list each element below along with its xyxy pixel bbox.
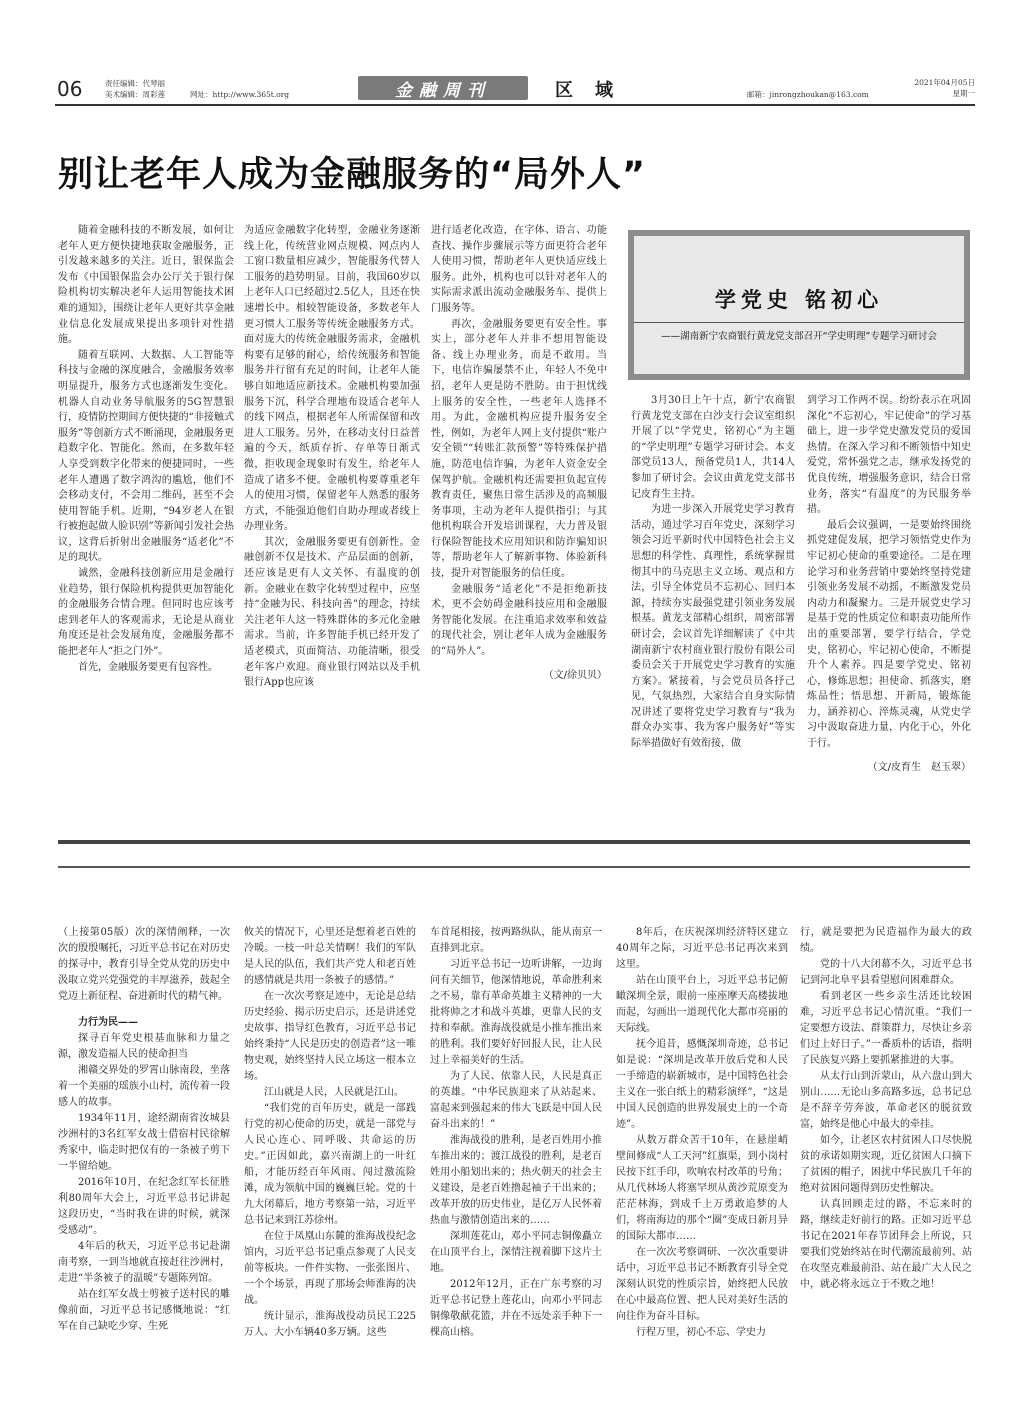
issue-date — [914, 77, 975, 99]
article3-column-5 — [800, 925, 972, 1293]
paragraph: 到学习工作两不误。纷纷表示在巩固深化“不忘初心，牢记使命”的学习基础上，进一步学党史激发党员的爱国热情。在深入学习和不断领悟中知史爱党，常怀强党之志，继承发扬党的优良传统，增强服务意识，结合日常业务，落实“有温度”的为民服务举措。 — [807, 395, 971, 516]
paragraph: 随着金融科技的不断发展，如何让老年人更方便快捷地获取金融服务，正引发越来越多的关注。近日，银保监会发布《中国银保监会办公厅关于银行保险机构切实解决老年人运用智能技术困难的通知》，围绕让老年人更好共享金融业信息化发展成果提出多项针对性措施。 — [58, 225, 234, 346]
paragraph: 为适应金融数字化转型，金融业务逐渐线上化，传统营业网点规模、网点内人工窗口数量相应减少，智能服务代替人工服务的趋势明显。目前，我国60岁以上老年人口已经超过2.5亿人，且还在快速增长中。相较智能设备，多数老年人更习惯人工服务等传统金融服务方式。面对庞大的传统金融服务需求，金融机构要有足够的耐心，给传统服务和智能服务并行留有充足的时间，让老年人能够自如地适应新技术。金融机构要加强服务下沉，科学合理地布设适合老年人的线下网点，根据老年人所需保留和改进人工服务。另外，在移动支付日益普遍的今天，纸质存折、存单等日渐式微，拒收现金现象时有发生，给老年人造成了诸多不便。金融机构要尊重老年人的使用习惯，保留老年人熟悉的服务方式，不能强迫他们自助办理或者线上办理业务。 — [244, 225, 420, 533]
article3-column-3 — [430, 925, 602, 1341]
paragraph: 金融服务“适老化”不是拒绝新技术，更不会妨碍金融科技应用和金融服务智能化发展。在注重追求效率和效益的现代社会，别让老年人成为金融服务的“局外人”。 — [431, 583, 607, 658]
feature-subtitle: ——湖南新宁农商银行黄龙党支部召开“学史明理”专题学习研讨会 — [661, 331, 937, 342]
website-line: 网址：http://www.365t.org — [190, 90, 290, 99]
section-divider — [58, 840, 970, 844]
paragraph: 抚今追昔，感慨深圳奇迹，总书记如是说：“深圳是改革开放后党和人民一手缔造的崭新城市，是中国特色社会主义在一张白纸上的精彩演绎”，“这是中国人民创造的世界发展史上的一个奇迹”。 — [616, 1039, 788, 1130]
paragraph: 诚然，金融科技创新应用是金融行业趋势，银行保险机构提供更加智能化的金融服务合情合理。但同时也应该考虑到老年人的客观需求，无论是从商业角度还是社会发展角度，金融服务都不能把老年人“拒之门外”。 — [58, 568, 234, 658]
paragraph: 站在红军女战士剪被子送村民的雕像前面，习近平总书记感慨地说：“红军在自己缺吃少穿、生死 — [58, 1289, 230, 1332]
article-byline: （文/皮育生 赵玉翠） — [867, 761, 971, 773]
paragraph: 江山就是人民，人民就是江山。 — [264, 1087, 404, 1098]
page-number: 06 — [57, 77, 83, 101]
paragraph: 其次，金融服务要更有创新性。金融创新不仅是技术、产品层面的创新，还应该是更有人文关怀、有温度的创新。金融业在数字化转型过程中，应坚持“金融为民、科技向善”的理念，持续关注老年人这一特殊群体的多元化金融需求。当前，许多智能手机已经开发了适老模式，页面简洁、功能清晰，很受老年客户欢迎。商业银行网站以及手机银行App也应该 — [244, 536, 420, 689]
feature-title-box — [628, 230, 970, 380]
paragraph: 探寻百年党史根基血脉和力量之源，激发造福人民的使命担当 — [58, 1033, 230, 1060]
page-header — [55, 74, 975, 104]
feature-title: 学党史 铭初心 — [714, 288, 884, 312]
paragraph: 1934年11月，途经湖南省汝城县沙洲村的3名红军女战士借宿村民徐解秀家中，临走时把仅有的一条被子剪下一半留给她。 — [58, 1113, 230, 1172]
paragraph: 站在山顶平台上，习近平总书记俯瞰深圳全景，眼前一座座摩天高楼拔地而起，勾画出一道现代化大都市亮丽的天际线。 — [616, 975, 788, 1034]
section-name: 区域 — [555, 80, 635, 101]
header-divider — [55, 104, 975, 106]
article3-column-2 — [244, 925, 416, 1341]
article1-column-2 — [244, 223, 420, 691]
article2-column-1 — [631, 393, 795, 752]
paragraph: 在位于凤凰山东麓的淮海战役纪念馆内，习近平总书记重点参观了人民支前等板块。一件件实物、一张张图片、一个个场景，再现了那场会师淮海的决战。 — [244, 1231, 416, 1306]
paragraph: 认真回顾走过的路，不忘来时的路，继续走好前行的路。正如习近平总书记在2021年春节团拜会上所说，只要我们党始终站在时代潮流最前列、站在攻坚克难最前沿、站在最广大人民之中，就必将永远立于不败之地！ — [800, 1199, 972, 1290]
feature-divider — [634, 322, 964, 323]
paragraph: 党的十八大闭幕不久，习近平总书记到河北阜平县看望慰问困难群众。 — [800, 959, 972, 986]
paragraph: 8年后，在庆祝深圳经济特区建立40周年之际，习近平总书记再次来到这里。 — [616, 927, 788, 970]
brand-banner — [358, 76, 528, 100]
paragraph: 行程万里，初心不忘、学史力 — [636, 1327, 766, 1338]
editor-credits — [105, 78, 165, 100]
paragraph: 首先，金融服务要更有包容性。 — [78, 661, 218, 673]
paragraph: 习近平总书记一边听讲解，一边询问有关细节，他深情地说，革命胜利来之不易，靠有革命英雄主义精神的一大批将帅之才和战斗英雄，更靠人民的支持和奉献。淮海战役就是小推车推出来的胜利。我们要好好回报人民，让人民过上幸福美好的生活。 — [430, 959, 602, 1066]
article-headline: 别让老年人成为金融服务的“局外人” — [58, 155, 647, 195]
section-divider-thin — [58, 866, 970, 868]
paragraph: 为进一步深入开展党史学习教育活动，通过学习百年党史，深刻学习领会习近平新时代中国特色社会主义思想的科学性、真理性，系统掌握贯彻其中的马克思主义立场、观点和方法，引导全体党员不忘初心、回归本源，持续夯实最强党建引领业务发展根基。黄龙支部精心组织，周密部署研讨会，会议首先详细解读了《中共湖南新宁农村商业银行股份有限公司委员会关于开展党史学习教育的实施方案》。紧接着，与会党员员各抒己见，气氛热烈，大家结合自身实际情况讲述了要将党史学习教育与“我为群众办实事、我为客户服务好”等实际举措做好有效衔接，做 — [631, 504, 795, 750]
paragraph: “我们党的百年历史，就是一部践行党的初心使命的历史，就是一部党与人民心连心、同呼吸、共命运的历史。”正因如此，嘉兴南湖上的一叶红船，才能历经百年风雨、闯过激流险滩，成为领航中国的巍巍巨轮。党的十九大闭幕后，地方考察第一站，习近平总书记来到江苏徐州。 — [244, 1103, 416, 1226]
article-byline: （文/徐贝贝） — [543, 669, 607, 681]
paragraph: 如今，让老区农村贫困人口尽快脱贫的承诺如期实现，近亿贫困人口摘下了贫困的帽子，困扰中华民族几千年的绝对贫困问题得到历史性解决。 — [800, 1135, 972, 1194]
paragraph: 再次，金融服务要更有安全性。事实上，部分老年人并非不想用智能设备、线上办理业务，而是不敢用。当下，电信诈骗屡禁不止，年轻人不免中招，老年人更是防不胜防。由于担忧线上服务的安全性，一些老年人选择不用。为此，金融机构应提升服务安全性，例如，为老年人网上支付提供“账户安全锁”“转账汇款预警”等特殊保护措施，防范电信诈骗，为老年人资金安全保驾护航。金融机构还需要担负起宣传教育责任，聚焦日常生活涉及的高频服务事项，主动为老年人提供指引；与其他机构联合开发培训课程，大力普及银行保险智能技术应用知识和防诈骗知识等，帮助老年人了解新事物、体验新科技，提升对智能服务的信任度。 — [431, 318, 607, 580]
paragraph: 为了人民、依靠人民，人民是真正的英雄。“中华民族迎来了从站起来、富起来到强起来的伟大飞跃是中国人民奋斗出来的！” — [430, 1071, 602, 1130]
brand-name: 金融周刊 — [395, 80, 491, 101]
paragraph: 从太行山到沂蒙山，从六盘山到大别山……无论山多高路多远，总书记总是不辞辛劳奔波，革命老区的脱贫致富，始终是他心中最大的牵挂。 — [800, 1071, 972, 1130]
article-subhead: 力行为民—— — [78, 1017, 138, 1028]
paragraph: 在一次次考察调研、一次次重要讲话中，习近平总书记不断教育引导全党深刻认识党的性质宗旨，始终把人民放在心中最高位置、把人民对美好生活的向往作为奋斗目标。 — [616, 1247, 788, 1322]
paragraph: 淮海战役的胜利，是老百姓用小推车推出来的；渡江战役的胜利，是老百姓用小船划出来的；热火朝天的社会主义建设，是老百姓撸起袖子干出来的；改革开放的历史伟业，是亿万人民怀着热血与激情创造出来的…… — [430, 1135, 602, 1226]
paragraph: 随着互联网、大数据、人工智能等科技与金融的深度融合，金融服务效率明显提升，服务方式也逐渐发生变化。机器人自动业务导航服务的5G智慧银行，疫情防控期间方便快捷的“非接触式服务”等创新方式不断涌现，金融服务更趋数字化、智能化。然而，在多数年轻人享受到数字化带来的便捷同时，一些老年人遭遇了数字鸿沟的尴尬，他们不会移动支付，不会用二维码，甚至不会使用智能手机。近期，“94岁老人在银行被抱起做人脸识别”等新闻引发社会热议，这背后折射出金融服务“适老化”不足的现状。 — [58, 349, 234, 564]
art-editor-line: 美术编辑：周彩莲 — [105, 90, 165, 99]
article1-column-3 — [431, 223, 607, 683]
editor-line: 责任编辑：代琴丽 — [105, 79, 165, 88]
paragraph: 湘赣交界处的罗霄山脉南段，坐落着一个美丽的瑶族小山村，流传着一段感人的故事。 — [58, 1065, 230, 1108]
paragraph: 统计显示，淮海战役动员民工225万人、大小车辆40多万辆。这些 — [244, 1311, 416, 1338]
paragraph: 最后会议强调，一是要始终围绕抓党建促发展，把学习领悟党史作为牢记初心使命的重要途径。二是在理论学习和业务营销中要始终坚持党建引领业务发展不动摇，不断激发党员内动力和凝聚力。三是开展党史学习是基于党的性质定位和职责功能所作出的重要部署，要学行结合，学党史，铭初心，牢记初心使命，不断提升个人素养。四是要学党史、铭初心，修炼思想；担使命、抓落实，磨炼品性；悟思想、开新局，锻炼能力，涵养初心、淬炼灵魂，从党史学习中汲取奋进力量，内化于心，外化于行。 — [807, 519, 971, 750]
weekday-line: 星期一 — [952, 89, 975, 98]
paragraph: 2012年12月，正在广东考察的习近平总书记登上莲花山，向邓小平同志铜像敬献花篮，并在不远处亲手种下一棵高山榕。 — [430, 1279, 602, 1338]
feature-title-panel — [634, 236, 964, 374]
paragraph: 行，就是要把为民造福作为最大的政绩。 — [800, 927, 972, 954]
paragraph: 4年后的秋天，习近平总书记赴湖南考察，一到当地就直接赶往沙洲村，走进“半条被子的温暖”专题陈列馆。 — [58, 1241, 230, 1284]
paragraph: 看到老区一些乡亲生活还比较困难，习近平总书记心情沉重。“我们一定要想方设法、群策群力，尽快让乡亲们过上好日子。”一番质朴的话语，指明了民族复兴路上要抓紧推进的大事。 — [800, 991, 972, 1066]
article2-column-2 — [807, 393, 971, 775]
paragraph: 进行适老化改造，在字体、语言、功能查找、操作步骤展示等方面更符合老年人使用习惯，帮助老年人更快适应线上服务。此外，机构也可以针对老年人的实际需求派出流动金融服务车、提供上门服务等。 — [431, 225, 607, 314]
paragraph: 在一次次考察足迹中，无论是总结历史经验、揭示历史启示，还是讲述党史故事、指导红色教育，习近平总书记始终秉持“人民是历史的创造者”这一唯物史观，始终坚持人民立场这一根本立场。 — [244, 991, 416, 1082]
email-line: 邮箱：jinrongzhoukan@163.com — [747, 90, 869, 99]
paragraph: 从数万群众苦干10年，在悬崖峭壁间修成“人工天河”红旗渠，到小岗村民按下红手印，吹响农村改革的号角；从几代林场人将塞罕坝从黄沙荒原变为茫茫林海，到成千上万勇敢追梦的人们，将南海边的那个“圈”变成日新月异的国际大都市…… — [616, 1135, 788, 1242]
article3-column-1 — [58, 925, 230, 1335]
paragraph: 攸关的情况下，心里还是想着老百姓的冷暖。一枝一叶总关情啊！我们的军队是人民的队伍，我们共产党人和老百姓的感情就是共用一条被子的感情。” — [244, 927, 416, 986]
paragraph: （上接第05版）次的深情阐释，一次次的殷殷嘱托，习近平总书记在对历史的探寻中，教育引导全党从党的历史中汲取立党兴党强党的丰厚滋养，鼓起全党迈上新征程、奋进新时代的精气神。 — [58, 927, 230, 1002]
paragraph: 3月30日上午十点，新宁农商银行黄龙党支部在白沙支行会议室组织开展了以“学党史，铭初心”为主题的“学史明理”专题学习研讨会。本支部党员13人，预备党员1人，共14人参加了研讨会。会议由黄龙党支部书记皮育生主持。 — [631, 395, 795, 500]
article3-column-4 — [616, 925, 788, 1341]
paragraph: 深圳莲花山，邓小平同志铜像矗立在山顶平台上，深情注视着脚下这片土地。 — [430, 1231, 602, 1274]
article1-column-1 — [58, 223, 234, 675]
date-line: 2021年04月05日 — [914, 78, 975, 87]
paragraph: 车首尾相接，按两路纵队，能从南京一直排到北京。 — [430, 927, 602, 954]
paragraph: 2016年10月，在纪念红军长征胜利80周年大会上，习近平总书记讲起这段历史，“当时我在讲的时候，就深受感动”。 — [58, 1177, 230, 1236]
